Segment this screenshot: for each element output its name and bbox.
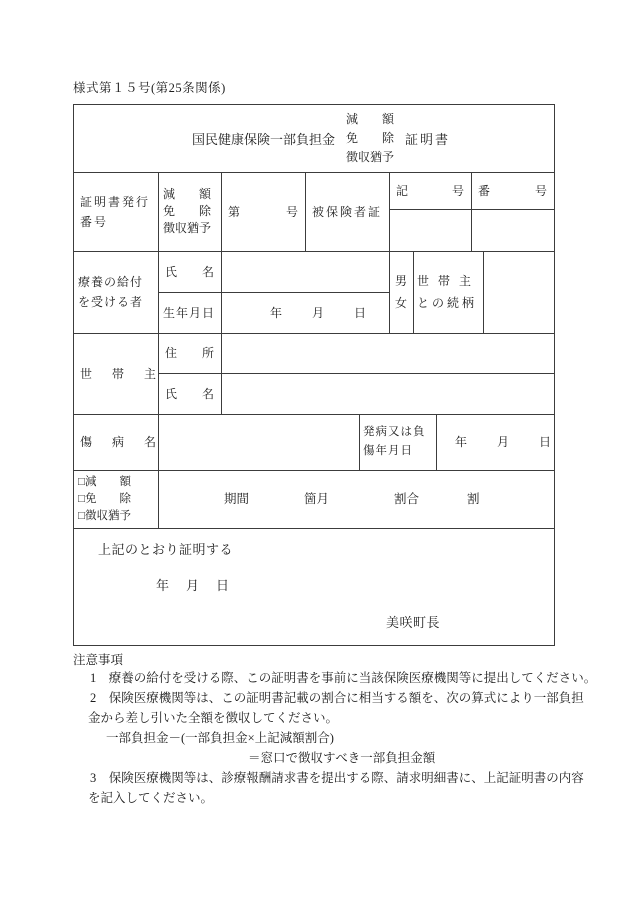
note-line-3: 3 保険医療機関等は、診療報酬請求書を提出する際、請求明細書に、上記証明書の内容 <box>90 771 584 785</box>
certificate-table <box>73 104 555 646</box>
title-option-deferment: 徴収猶予 <box>345 150 394 164</box>
householder-name-label-right: 名 <box>201 386 214 401</box>
form-title <box>74 105 554 172</box>
householder-label <box>74 333 161 414</box>
relation-label-line2: との続柄 <box>417 296 478 310</box>
disease-name-value-area <box>158 414 359 470</box>
relation-label-line1: 世帯主 <box>417 274 481 288</box>
cert-option-exemption: 免 除 <box>163 204 212 218</box>
birthdate-placeholder: 年 月 日 <box>269 305 368 320</box>
onset-date-label-line1: 発病又は負 <box>363 426 426 438</box>
insured-card-label <box>305 172 389 251</box>
title-option-reduction: 減 額 <box>345 112 394 126</box>
recipient-name-value-area <box>221 251 389 292</box>
onset-date-label-line2: 傷年月日 <box>363 445 413 457</box>
householder-name-label <box>158 373 221 414</box>
cert-option-reduction: 減 額 <box>163 187 212 201</box>
cert-issue-number-label-line1: 証明書発行 <box>80 194 151 209</box>
cert-option-stack <box>158 172 221 251</box>
title-prefix: 国民健康保険一部負担金 <box>191 132 335 147</box>
recipient-name-label-left: 氏 <box>165 264 178 279</box>
notes-heading: 注意事項 <box>73 653 124 667</box>
sex-female-label: 女 <box>394 296 407 310</box>
disease-name-label <box>74 414 161 470</box>
note-line-2-cont: 金から差し引いた全額を徴収してください。 <box>88 711 339 725</box>
sex-field <box>389 251 413 333</box>
cert-issue-number-label-line2: 番号 <box>80 214 109 229</box>
relation-label <box>413 251 483 333</box>
note-formula-result: ＝窓口で徴収すべき一部負担金額 <box>248 751 436 765</box>
recipient-label-line1: 療養の給付 <box>78 275 144 289</box>
householder-label-text: 世 帯 主 <box>80 366 161 381</box>
checkbox-reduction[interactable]: □減 額 <box>78 475 131 488</box>
rate-unit-label: 割 <box>467 492 480 506</box>
recipient-label <box>74 251 158 333</box>
option-checkbox-group <box>74 470 158 528</box>
symbol-label-right: 号 <box>451 183 464 198</box>
title-option-exemption: 免 除 <box>345 131 394 145</box>
recipient-name-label-right: 名 <box>201 264 214 279</box>
insured-card-number-label <box>471 172 554 209</box>
householder-address-value-area <box>221 333 554 373</box>
number-label-right: 号 <box>534 183 547 198</box>
cert-issue-number-label <box>74 172 158 251</box>
recipient-name-label <box>158 251 221 292</box>
period-label: 期間 <box>224 492 250 506</box>
certifier-title: 美咲町長 <box>386 615 441 630</box>
onset-date-value-area <box>436 414 554 470</box>
note-formula: 一部負担金－(一部負担金×上記減額割合) <box>106 731 334 745</box>
householder-name-value-area <box>221 373 554 414</box>
onset-date-placeholder: 年 月 日 <box>454 435 553 449</box>
checkbox-exemption[interactable]: □免 除 <box>78 492 131 505</box>
birthdate-value-area <box>221 292 389 333</box>
certification-block <box>74 528 554 645</box>
form-number: 様式第１５号(第25条関係) <box>73 81 226 95</box>
number-label-left: 番 <box>478 183 491 198</box>
address-label-left: 住 <box>165 346 178 360</box>
cert-number-field <box>221 172 305 251</box>
period-rate-field <box>158 470 554 528</box>
note-line-3-cont: を記入してください。 <box>88 791 214 805</box>
recipient-label-line2: を受ける者 <box>78 295 144 309</box>
cert-option-deferment: 徴収猶予 <box>163 221 212 235</box>
months-label: 箇月 <box>304 492 330 506</box>
householder-name-label-left: 氏 <box>165 386 178 401</box>
title-suffix: 証明書 <box>405 132 451 147</box>
onset-date-label <box>359 414 436 470</box>
birthdate-label <box>158 292 221 333</box>
title-option-stack <box>346 110 394 167</box>
certification-date-placeholder: 年 月 日 <box>156 578 232 593</box>
sex-male-label: 男 <box>394 274 407 288</box>
disease-name-label-text: 傷 病 名 <box>80 435 161 449</box>
insured-card-number-value-area <box>471 209 554 251</box>
insured-card-label-text: 被保険者証 <box>311 204 382 219</box>
note-line-2: 2 保険医療機関等は、この証明書記載の割合に相当する額を、次の算式により一部負担 <box>90 691 584 705</box>
birthdate-label-text: 生年月日 <box>163 305 216 320</box>
checkbox-deferment[interactable]: □徴収猶予 <box>78 509 131 522</box>
certification-statement: 上記のとおり証明する <box>98 542 234 557</box>
cert-number-prefix: 第 <box>228 204 241 219</box>
address-label-right: 所 <box>201 346 214 360</box>
insured-card-symbol-label <box>389 172 471 209</box>
note-line-1: 1 療養の給付を受ける際、この証明書を事前に当該保険医療機関等に提出してください。 <box>90 671 597 685</box>
cert-number-suffix: 号 <box>285 204 298 219</box>
relation-value-area <box>483 251 554 333</box>
insured-card-symbol-value-area <box>389 209 471 251</box>
householder-address-label <box>158 333 221 373</box>
symbol-label-left: 記 <box>396 183 409 198</box>
rate-label: 割合 <box>394 492 420 506</box>
